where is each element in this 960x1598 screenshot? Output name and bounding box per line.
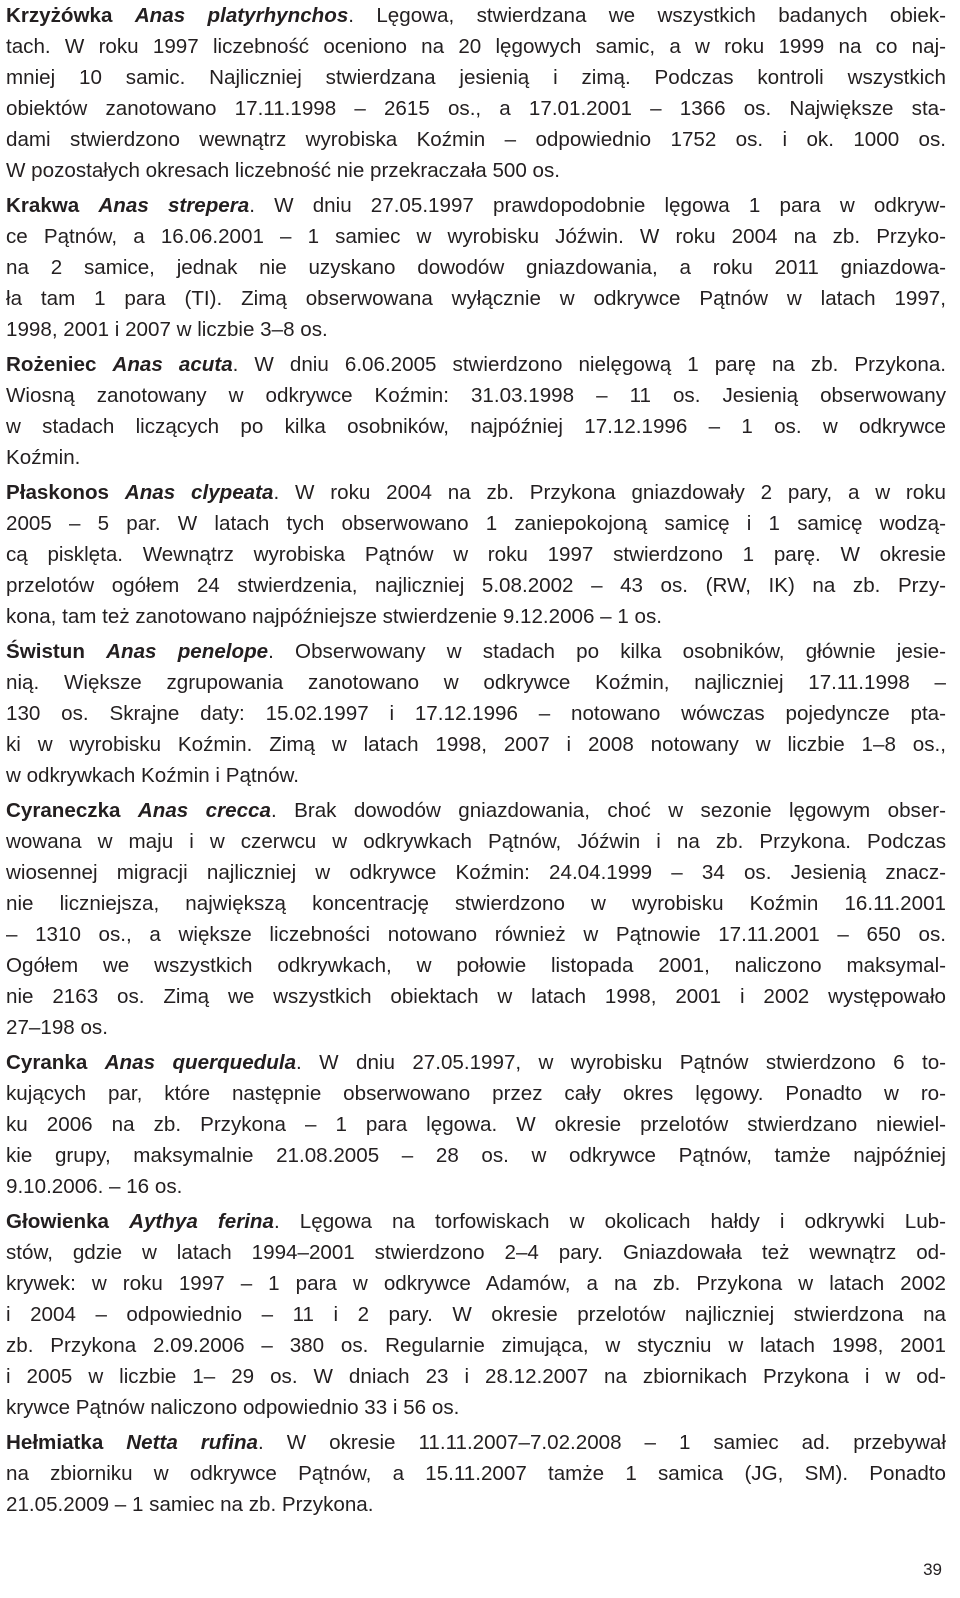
text-line xyxy=(6,1047,946,1078)
entry-text: i 2005 w liczbie 1– 29 os. W dniach 23 i 28.12.2007 na zbiornikach Przykona i w od- xyxy=(6,1365,946,1388)
text-line xyxy=(6,1078,946,1109)
entry-text: w stadach liczących po kilka osobników, najpóźniej 17.12.1996 – 1 os. w odkrywce xyxy=(6,415,946,438)
entry-text: i 2004 – odpowiednio – 11 i 2 pary. W okresie przelotów najliczniej stwierdzona na xyxy=(6,1303,946,1326)
text-line xyxy=(6,124,946,155)
entry-text: ce Pątnów, a 16.06.2001 – 1 samiec w wyrobisku Jóźwin. W roku 2004 na zb. Przyko- xyxy=(6,225,946,248)
text-line xyxy=(6,570,946,601)
entry-text: . W dniu 6.06.2005 stwierdzono nielęgową 1 parę na zb. Przykona. xyxy=(232,353,946,376)
text-line xyxy=(6,1489,946,1520)
species-common-name: Krakwa xyxy=(6,194,80,217)
species-entry xyxy=(6,1427,946,1520)
entry-text: krywek: w roku 1997 – 1 para w odkrywce Adamów, a na zb. Przykona w latach 2002 xyxy=(6,1272,946,1295)
text-line xyxy=(6,155,946,186)
entry-text: obiektów zanotowano 17.11.1998 – 2615 os., a 17.01.2001 – 1366 os. Największe sta- xyxy=(6,97,946,120)
species-entry xyxy=(6,795,946,1043)
text-line xyxy=(6,760,946,791)
text-line xyxy=(6,826,946,857)
entry-text: . Lęgowa, stwierdzana we wszystkich badanych obiek- xyxy=(348,4,946,27)
species-latin-name: Anas penelope xyxy=(106,640,269,663)
entry-text: Koźmin. xyxy=(6,446,81,469)
entry-text: w odkrywkach Koźmin i Pątnów. xyxy=(6,764,300,787)
entry-text: mniej 10 samic. Najliczniej stwierdzana jesienią i zimą. Podczas kontroli wszystkich xyxy=(6,66,946,89)
text-line xyxy=(6,1427,946,1458)
species-common-name: Cyranka xyxy=(6,1051,88,1074)
species-latin-name: Aythya ferina xyxy=(129,1210,274,1233)
text-line xyxy=(6,950,946,981)
entry-text: nie 2163 os. Zimą we wszystkich obiektach w latach 1998, 2001 i 2002 występowało xyxy=(6,985,946,1008)
entry-text: kujących par, które następnie obserwowano przez cały okres lęgowy. Ponadto w ro- xyxy=(6,1082,946,1105)
species-latin-name: Anas acuta xyxy=(112,353,233,376)
text-line xyxy=(6,1392,946,1423)
text-line xyxy=(6,1206,946,1237)
text-line xyxy=(6,0,946,31)
document-page xyxy=(6,0,946,1524)
species-entry xyxy=(6,349,946,473)
entry-text: . Brak dowodów gniazdowania, choć w sezonie lęgowym obser- xyxy=(270,799,946,822)
text-line xyxy=(6,380,946,411)
entry-text: Wiosną zanotowany w odkrywce Koźmin: 31.03.1998 – 11 os. Jesienią obserwowany xyxy=(6,384,946,407)
text-line xyxy=(6,349,946,380)
text-line xyxy=(6,888,946,919)
entry-text: ku 2006 na zb. Przykona – 1 para lęgowa. W okresie przelotów stwierdzano niewiel- xyxy=(6,1113,946,1136)
entry-text: krywce Pątnów naliczono odpowiednio 33 i 56 os. xyxy=(6,1396,460,1419)
entry-text: kie grupy, maksymalnie 21.08.2005 – 28 os. w odkrywce Pątnów, tamże najpóźniej xyxy=(6,1144,946,1167)
entry-text: stów, gdzie w latach 1994–2001 stwierdzono 2–4 pary. Gniazdowała też wewnątrz od- xyxy=(6,1241,946,1264)
entry-text: 2005 – 5 par. W latach tych obserwowano 1 zaniepokojoną samicę i 1 samicę wodzą- xyxy=(6,512,946,535)
text-line xyxy=(6,601,946,632)
species-entry xyxy=(6,1047,946,1202)
species-latin-name: Netta rufina xyxy=(126,1431,258,1454)
entry-text: 130 os. Skrajne daty: 15.02.1997 i 17.12.1996 – notowano wówczas pojedyncze pta- xyxy=(6,702,946,725)
entry-text: nie liczniejsza, największą koncentrację stwierdzono w wyrobisku Koźmin 16.11.2001 xyxy=(6,892,946,915)
text-line xyxy=(6,981,946,1012)
text-line xyxy=(6,698,946,729)
text-line xyxy=(6,62,946,93)
entry-text: . W dniu 27.05.1997 prawdopodobnie lęgowa 1 para w odkryw- xyxy=(249,194,946,217)
entry-text: 21.05.2009 – 1 samiec na zb. Przykona. xyxy=(6,1493,374,1516)
entry-text: tach. W roku 1997 liczebność oceniono na 20 lęgowych samic, a w roku 1999 na co naj- xyxy=(6,35,946,58)
entry-text: Ogółem we wszystkich odkrywkach, w połowie listopada 2001, naliczono maksymal- xyxy=(6,954,946,977)
text-line xyxy=(6,1140,946,1171)
species-common-name: Hełmiatka xyxy=(6,1431,104,1454)
text-line xyxy=(6,442,946,473)
text-line xyxy=(6,667,946,698)
text-line xyxy=(6,795,946,826)
species-common-name: Głowienka xyxy=(6,1210,109,1233)
species-latin-name: Anas crecca xyxy=(137,799,271,822)
text-line xyxy=(6,857,946,888)
text-line xyxy=(6,508,946,539)
entry-text: zb. Przykona 2.09.2006 – 380 os. Regularnie zimująca, w styczniu w latach 1998, 2001 xyxy=(6,1334,946,1357)
entry-text: nią. Większe zgrupowania zanotowano w odkrywce Koźmin, najliczniej 17.11.1998 – xyxy=(6,671,946,694)
entry-text: 9.10.2006. – 16 os. xyxy=(6,1175,183,1198)
text-line xyxy=(6,1237,946,1268)
text-line xyxy=(6,1458,946,1489)
species-entry xyxy=(6,636,946,791)
text-line xyxy=(6,539,946,570)
text-line xyxy=(6,190,946,221)
text-line xyxy=(6,93,946,124)
text-line xyxy=(6,411,946,442)
text-line xyxy=(6,1109,946,1140)
entry-text: 27–198 os. xyxy=(6,1016,108,1039)
entry-text: wowana w maju i w czerwcu w odkrywkach Pątnów, Jóźwin i na zb. Przykona. Podczas xyxy=(6,830,946,853)
species-common-name: Rożeniec xyxy=(6,353,97,376)
species-entry xyxy=(6,190,946,345)
page-number: 39 xyxy=(923,1560,942,1579)
text-line xyxy=(6,252,946,283)
entry-text: W pozostałych okresach liczebność nie przekraczała 500 os. xyxy=(6,159,561,182)
entry-text: . Lęgowa na torfowiskach w okolicach hałdy i odkrywki Lub- xyxy=(273,1210,946,1233)
text-line xyxy=(6,729,946,760)
entry-text: kona, tam też zanotowano najpóźniejsze stwierdzenie 9.12.2006 – 1 os. xyxy=(6,605,662,628)
text-line xyxy=(6,283,946,314)
entry-text: ła tam 1 para (TI). Zimą obserwowana wyłącznie w odkrywce Pątnów w latach 1997, xyxy=(6,287,946,310)
species-common-name: Krzyżówka xyxy=(6,4,113,27)
species-common-name: Płaskonos xyxy=(6,481,110,504)
entry-text: . W dniu 27.05.1997, w wyrobisku Pątnów stwierdzono 6 to- xyxy=(296,1051,946,1074)
text-line xyxy=(6,636,946,667)
text-line xyxy=(6,1361,946,1392)
species-common-name: Cyraneczka xyxy=(6,799,121,822)
text-line xyxy=(6,1299,946,1330)
species-entry xyxy=(6,0,946,186)
entry-text: przelotów ogółem 24 stwierdzenia, najliczniej 5.08.2002 – 43 os. (RW, IK) na zb. Przy- xyxy=(6,574,946,597)
entry-text: wiosennej migracji najliczniej w odkrywce Koźmin: 24.04.1999 – 34 os. Jesienią znacz- xyxy=(6,861,946,884)
entry-text: . Obserwowany w stadach po kilka osobników, głównie jesie- xyxy=(268,640,946,663)
entry-text: . W roku 2004 na zb. Przykona gniazdowały 2 pary, a w roku xyxy=(273,481,946,504)
entry-text: ki w wyrobisku Koźmin. Zimą w latach 1998, 2007 i 2008 notowany w liczbie 1–8 os., xyxy=(6,733,946,756)
species-entry xyxy=(6,477,946,632)
text-line xyxy=(6,477,946,508)
species-latin-name: Anas querquedula xyxy=(104,1051,297,1074)
species-entry xyxy=(6,1206,946,1423)
entry-text: cą pisklęta. Wewnątrz wyrobiska Pątnów w roku 1997 stwierdzono 1 parę. W okresie xyxy=(6,543,946,566)
entry-text: dami stwierdzono wewnątrz wyrobiska Koźmin – odpowiednio 1752 os. i ok. 1000 os. xyxy=(6,128,946,151)
species-latin-name: Anas clypeata xyxy=(124,481,274,504)
entry-text: – 1310 os., a większe liczebności notowano również w Pątnowie 17.11.2001 – 650 os. xyxy=(6,923,946,946)
entry-text: . W okresie 11.11.2007–7.02.2008 – 1 samiec ad. przebywał xyxy=(257,1431,946,1454)
text-line xyxy=(6,31,946,62)
species-common-name: Świstun xyxy=(6,640,85,663)
entry-text: na zbiorniku w odkrywce Pątnów, a 15.11.2007 tamże 1 samica (JG, SM). Ponadto xyxy=(6,1462,946,1485)
text-line xyxy=(6,1330,946,1361)
entry-text: 1998, 2001 i 2007 w liczbie 3–8 os. xyxy=(6,318,328,341)
text-line xyxy=(6,1171,946,1202)
text-line xyxy=(6,1012,946,1043)
species-latin-name: Anas platyrhynchos xyxy=(134,4,349,27)
text-line xyxy=(6,919,946,950)
text-line xyxy=(6,1268,946,1299)
species-latin-name: Anas strepera xyxy=(98,194,250,217)
text-line xyxy=(6,221,946,252)
text-line xyxy=(6,314,946,345)
entry-text: na 2 samice, jednak nie uzyskano dowodów gniazdowania, a roku 2011 gniazdowa- xyxy=(6,256,946,279)
